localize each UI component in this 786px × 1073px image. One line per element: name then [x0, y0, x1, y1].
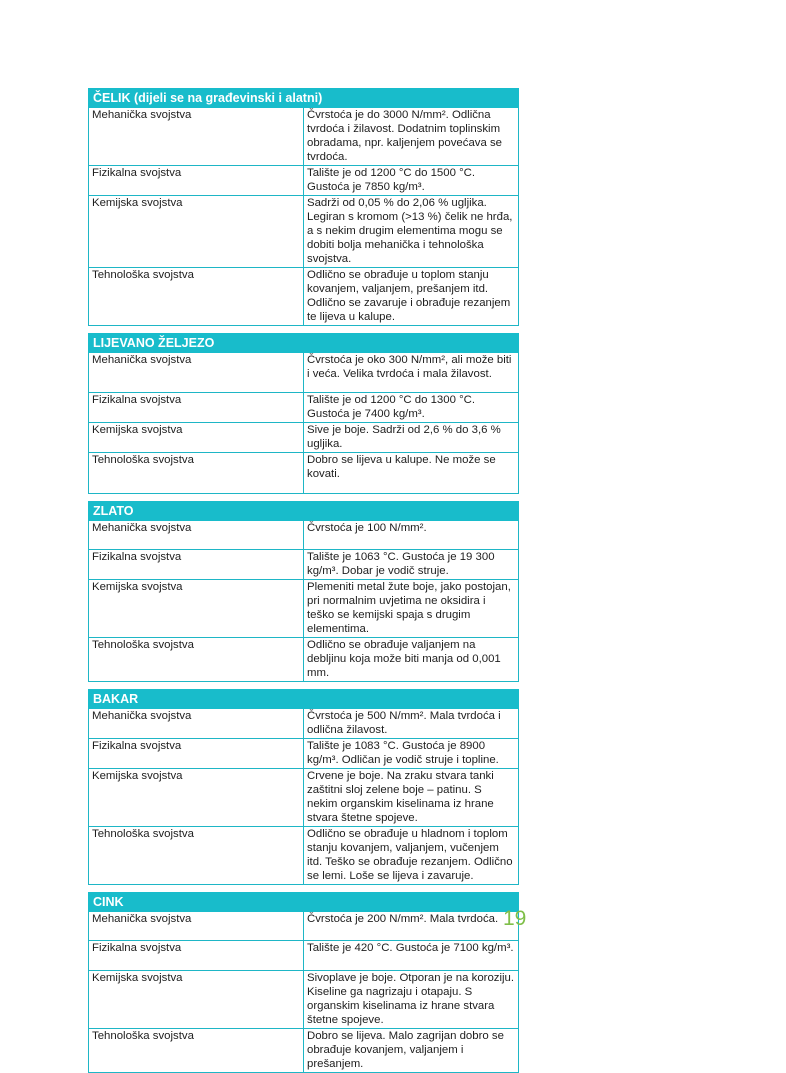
row-text: Crvene je boje. Na zraku stvara tanki zaštitni sloj zelene boje – patinu. S nekim organskim kiselinama iz hrane stvara štetne spojeve.: [304, 769, 519, 827]
table-row: [89, 769, 519, 827]
table-row: [89, 268, 519, 326]
row-label: Mehanička svojstva: [89, 108, 304, 166]
section-header-row: [89, 89, 519, 108]
row-text: Talište je od 1200 °C do 1300 °C. Gustoća je 7400 kg/m³.: [304, 393, 519, 423]
section-header-row: [89, 893, 519, 912]
table-row: [89, 521, 519, 550]
row-label: Mehanička svojstva: [89, 709, 304, 739]
table-row: [89, 393, 519, 423]
table-row: [89, 453, 519, 494]
page-content: [88, 88, 519, 1073]
section-bakar: [88, 689, 519, 885]
table-row: [89, 912, 519, 941]
row-label: Fizikalna svojstva: [89, 941, 304, 971]
row-text: Čvrstoća je 200 N/mm². Mala tvrdoća.: [304, 912, 519, 941]
row-label: Mehanička svojstva: [89, 912, 304, 941]
section-title: ČELIK (dijeli se na građevinski i alatni): [89, 89, 519, 108]
row-label: Mehanička svojstva: [89, 521, 304, 550]
section-lijevano-zeljezo: [88, 333, 519, 494]
section-header-row: [89, 690, 519, 709]
section-header-row: [89, 334, 519, 353]
table-row: [89, 196, 519, 268]
section-title: BAKAR: [89, 690, 519, 709]
table-row: [89, 638, 519, 682]
row-text: Sive je boje. Sadrži od 2,6 % do 3,6 % ugljika.: [304, 423, 519, 453]
row-label: Mehanička svojstva: [89, 353, 304, 393]
table-row: [89, 941, 519, 971]
row-label: Tehnološka svojstva: [89, 268, 304, 326]
row-label: Kemijska svojstva: [89, 769, 304, 827]
row-text: Čvrstoća je 500 N/mm². Mala tvrdoća i odlična žilavost.: [304, 709, 519, 739]
row-label: Tehnološka svojstva: [89, 638, 304, 682]
row-label: Kemijska svojstva: [89, 580, 304, 638]
row-text: Talište je 420 °C. Gustoća je 7100 kg/m³.: [304, 941, 519, 971]
row-text: Odlično se obrađuje valjanjem na debljinu koja može biti manja od 0,001 mm.: [304, 638, 519, 682]
section-celik: [88, 88, 519, 326]
table-row: [89, 827, 519, 885]
row-text: Dobro se lijeva u kalupe. Ne može se kovati.: [304, 453, 519, 494]
table-row: [89, 353, 519, 393]
row-text: Dobro se lijeva. Malo zagrijan dobro se obrađuje kovanjem, valjanjem i prešanjem.: [304, 1029, 519, 1073]
row-text: Sadrži od 0,05 % do 2,06 % ugljika. Legiran s kromom (>13 %) čelik ne hrđa, a s nekim drugim elementima mogu se dobiti bolja mehanička i tehnološka svojstva.: [304, 196, 519, 268]
row-label: Fizikalna svojstva: [89, 166, 304, 196]
row-label: Fizikalna svojstva: [89, 393, 304, 423]
row-label: Tehnološka svojstva: [89, 1029, 304, 1073]
table-row: [89, 1029, 519, 1073]
row-label: Tehnološka svojstva: [89, 827, 304, 885]
row-text: Čvrstoća je do 3000 N/mm². Odlična tvrdoća i žilavost. Dodatnim toplinskim obradama, npr. kaljenjem povećava se tvrdoća.: [304, 108, 519, 166]
row-label: Tehnološka svojstva: [89, 453, 304, 494]
table-row: [89, 580, 519, 638]
section-title: ZLATO: [89, 502, 519, 521]
table-row: [89, 739, 519, 769]
table-row: [89, 423, 519, 453]
row-text: Odlično se obrađuje u hladnom i toplom stanju kovanjem, valjanjem, vučenjem itd. Teško se obrađuje rezanjem. Odlično se lemi. Loše se lijeva i zavaruje.: [304, 827, 519, 885]
row-text: Talište je 1083 °C. Gustoća je 8900 kg/m³. Odličan je vodič struje i topline.: [304, 739, 519, 769]
row-label: Fizikalna svojstva: [89, 739, 304, 769]
section-title: CINK: [89, 893, 519, 912]
row-text: Talište je od 1200 °C do 1500 °C. Gustoća je 7850 kg/m³.: [304, 166, 519, 196]
section-header-row: [89, 502, 519, 521]
table-row: [89, 166, 519, 196]
row-label: Kemijska svojstva: [89, 196, 304, 268]
row-text: Talište je 1063 °C. Gustoća je 19 300 kg/m³. Dobar je vodič struje.: [304, 550, 519, 580]
table-row: [89, 108, 519, 166]
row-label: Kemijska svojstva: [89, 423, 304, 453]
table-row: [89, 709, 519, 739]
page-number: 19: [503, 907, 527, 930]
row-label: Kemijska svojstva: [89, 971, 304, 1029]
table-row: [89, 971, 519, 1029]
table-row: [89, 550, 519, 580]
section-zlato: [88, 501, 519, 682]
row-text: Čvrstoća je 100 N/mm².: [304, 521, 519, 550]
row-text: Odlično se obrađuje u toplom stanju kovanjem, valjanjem, prešanjem itd. Odlično se zavaruje i obrađuje rezanjem te lijeva u kalupe.: [304, 268, 519, 326]
section-title: LIJEVANO ŽELJEZO: [89, 334, 519, 353]
row-text: Sivoplave je boje. Otporan je na koroziju. Kiseline ga nagrizaju i otapaju. S organskim kiselinama iz hrane stvara štetne spojeve.: [304, 971, 519, 1029]
row-text: Plemeniti metal žute boje, jako postojan, pri normalnim uvjetima ne oksidira i teško se kemijski spaja s drugim elementima.: [304, 580, 519, 638]
row-text: Čvrstoća je oko 300 N/mm², ali može biti i veća. Velika tvrdoća i mala žilavost.: [304, 353, 519, 393]
row-label: Fizikalna svojstva: [89, 550, 304, 580]
